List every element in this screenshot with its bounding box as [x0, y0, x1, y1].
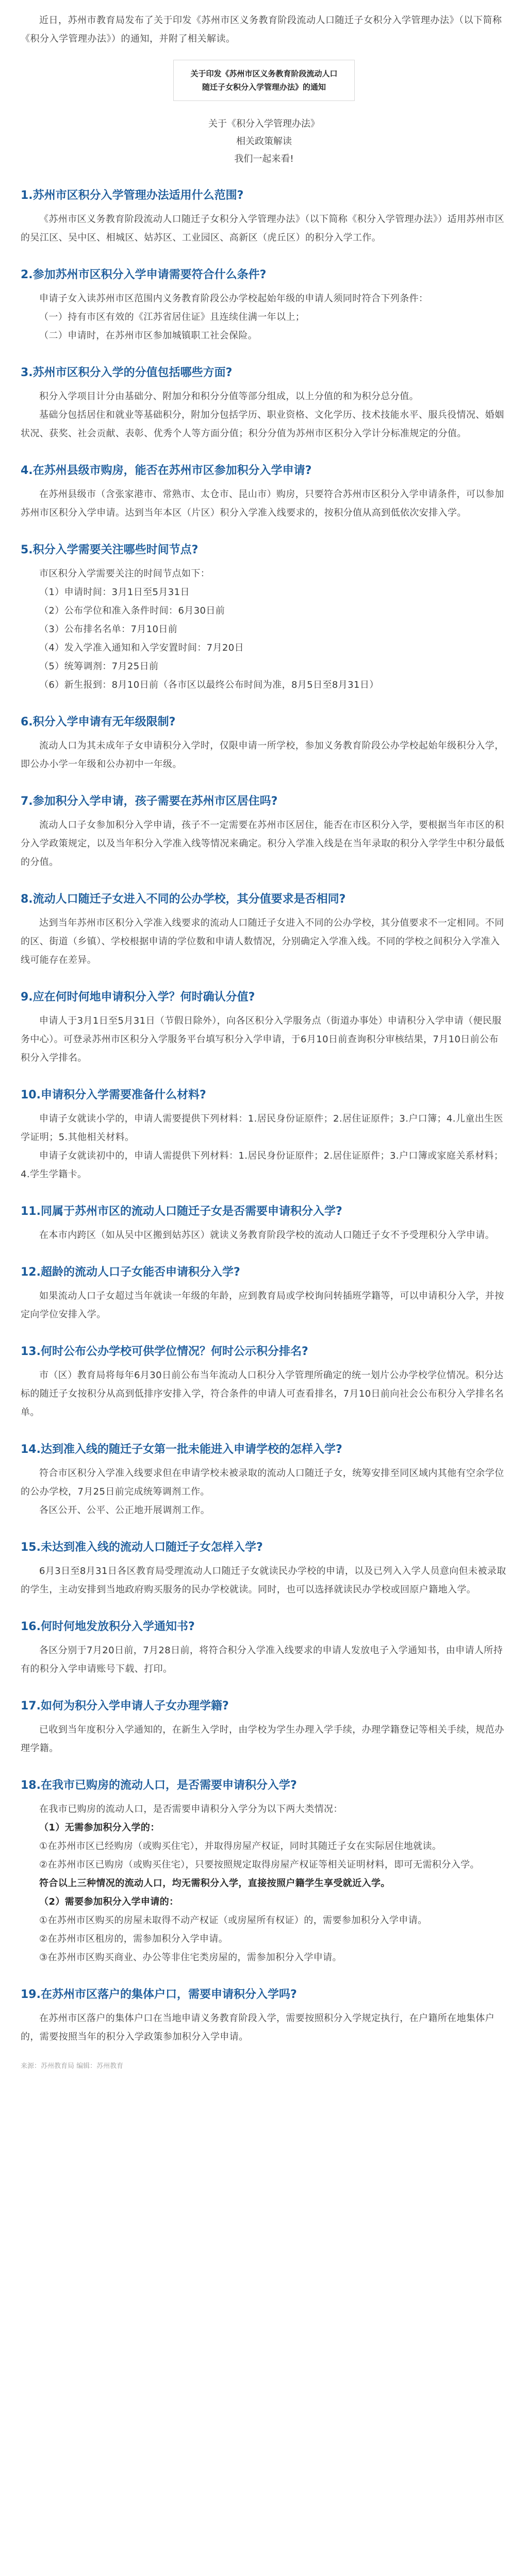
intro-paragraph: 近日，苏州市教育局发布了关于印发《苏州市区义务教育阶段流动人口随迁子女积分入学管理办法》（以下简称《积分入学管理办法》）的通知，并附了相关解读。: [21, 15, 502, 44]
qa-section: [21, 462, 507, 522]
answer-list-item: （3）公布排名名单：7月10日前: [39, 624, 178, 635]
qa-answer: [21, 1226, 507, 1245]
qa-question: 14.达到准入线的随迁子女第一批未能进入申请学校的怎样入学?: [21, 1443, 342, 1456]
answer-list-item: （1）申请时间：3月1日至5月31日: [39, 587, 190, 598]
qa-question: 11.同属于苏州市区的流动人口随迁子女是否需要申请积分入学?: [21, 1205, 342, 1218]
answer-paragraph: 在苏州市区落户的集体户口在当地申请义务教育阶段入学，需要按照积分入学规定执行，在户籍所在地集体户的，需要按照当年的积分入学政策参加积分入学申请。: [21, 2013, 495, 2042]
qa-answer: [21, 816, 507, 872]
answer-subheading: （1）无需参加积分入学的：: [39, 1822, 160, 1833]
answer-paragraph: ②在苏州市区租房的，需参加积分入学申请。: [39, 1934, 228, 1944]
qa-question: 3.苏州市区积分入学的分值包括哪些方面?: [21, 366, 233, 379]
answer-paragraph: 申请人于3月1日至5月31日（节假日除外），向各区积分入学服务点（街道办事处）申请积分入学申请（便民服务中心）。可登录苏州市区积分入学服务平台填写积分入学申请，于6月10日前查询积分审核结果，7月10日前公布积分入学排名。: [21, 1015, 502, 1063]
answer-list-item: （5）统筹调剂：7月25日前: [39, 661, 159, 672]
qa-answer: [21, 565, 507, 694]
answer-paragraph: 市（区）教育局将每年6月30日前公布当年流动人口积分入学管理所确定的统一划片公办学校学位情况。积分达标的随迁子女按积分从高到低排序安排入学，符合条件的申请人可查看排名，7月10日前向社会公布积分入学排名名单。: [21, 1370, 504, 1418]
centered-heading-group: [21, 115, 507, 168]
qa-question: 18.在我市已购房的流动人口，是否需要申请积分入学?: [21, 1779, 297, 1792]
answer-list-item: （4）发入学准入通知和入学安置时间：7月20日: [39, 642, 244, 653]
qa-answer: [21, 387, 507, 443]
answer-paragraph: 符合市区积分入学准入线要求但在申请学校未被录取的流动人口随迁子女，统筹安排至同区域内其他有空余学位的公办学校，7月25日前完成统筹调剂工作。: [21, 1468, 504, 1497]
qa-question: 15.未达到准入线的流动人口随迁子女怎样入学?: [21, 1541, 263, 1554]
qa-answer: [21, 1287, 507, 1324]
qa-section: [21, 1086, 507, 1184]
qa-list: [21, 187, 507, 2046]
answer-paragraph: 基础分包括居住和就业等基础积分，附加分包括学历、职业资格、文化学历、技术技能水平、服兵役情况、婚姻状况、获奖、社会贡献、表彰、优秀个人等方面分值；积分分值为苏州市区积分入学计分标准规定的分值。: [21, 410, 504, 439]
qa-question: 19.在苏州市区落户的集体户口，需要申请积分入学吗?: [21, 1988, 297, 2001]
answer-list-item: （二）申请时，在苏州市区参加城镇职工社会保险。: [39, 330, 258, 341]
centered-line: 关于《积分入学管理办法》: [208, 118, 320, 129]
qa-question: 13.何时公布公办学校可供学位情况？何时公示积分排名?: [21, 1345, 308, 1358]
qa-section: [21, 266, 507, 345]
answer-paragraph: 申请子女入读苏州市区范围内义务教育阶段公办学校起始年级的申请人须同时符合下列条件：: [39, 293, 428, 304]
answer-paragraph: 在苏州县级市（含张家港市、常熟市、太仓市、昆山市）购房，只要符合苏州市区积分入学申请条件，可以参加苏州市区积分入学申请。达到当年本区（片区）积分入学准入线要求的，按积分值从高到低依次安排入学。: [21, 489, 504, 518]
qa-answer: [21, 210, 507, 247]
qa-question: 9.应在何时何地申请积分入学？何时确认分值?: [21, 991, 255, 1004]
qa-section: [21, 1697, 507, 1758]
qa-answer: [21, 2009, 507, 2046]
answer-paragraph: 各区公开、公平、公正地开展调剂工作。: [39, 1505, 210, 1516]
answer-paragraph: 已收到当年度积分入学通知的，在新生入学时，由学校为学生办理入学手续，办理学籍登记等相关手续，规范办理学籍。: [21, 1724, 504, 1754]
qa-question: 6.积分入学申请有无年级限制?: [21, 716, 176, 728]
qa-section: [21, 1776, 507, 1967]
qa-answer: [21, 1464, 507, 1520]
answer-paragraph: 流动人口为其未成年子女申请积分入学时，仅限申请一所学校，参加义务教育阶段公办学校起始年级积分入学，即公办小学一年级和公办初中一年级。: [21, 740, 504, 770]
answer-paragraph: 流动人口子女参加积分入学申请，孩子不一定需要在苏州市区居住，能否在市区积分入学，要根据当年市区的积分入学政策规定，以及当年积分入学准入线等情况来确定。积分入学准入线是在当年录取的积分入学学生中积分最低的分值。: [21, 820, 505, 868]
answer-emphasis: 符合以上三种情况的流动人口，均无需积分入学，直接按照户籍学生享受就近入学。: [39, 1878, 390, 1889]
qa-section: [21, 541, 507, 694]
qa-question: 17.如何为积分入学申请人子女办理学籍?: [21, 1700, 229, 1713]
answer-paragraph: 申请子女就读初中的，申请人需提供下列材料：1.居民身份证原件；2.居住证原件；3.户口簿或家庭关系材料；4.学生学籍卡。: [21, 1150, 504, 1180]
qa-section: [21, 792, 507, 872]
article-content: [21, 0, 507, 2072]
answer-paragraph: 达到当年苏州市区积分入学准入线要求的流动人口随迁子女进入不同的公办学校，其分值要求不一定相同。不同的区、街道（乡镇）、学校根据申请的学位数和申请人数情况，分别确定入学准入线。不同的学校之间积分入学准入线可能存在差异。: [21, 918, 504, 965]
qa-answer: [21, 737, 507, 774]
answer-paragraph: ①在苏州市区购买的房屋未取得不动产权证（或房屋所有权证）的，需要参加积分入学申请。: [39, 1915, 427, 1926]
qa-answer: [21, 914, 507, 970]
qa-answer: [21, 485, 507, 522]
qa-answer: [21, 1366, 507, 1422]
qa-section: [21, 187, 507, 247]
answer-list-item: （2）公布学位和准入条件时间：6月30日前: [39, 605, 225, 616]
answer-paragraph: 积分入学项目计分由基础分、附加分和积分分值等部分组成，以上分值的和为积分总分值。: [39, 391, 419, 402]
answer-subheading: （2）需要参加积分入学申请的：: [39, 1896, 179, 1907]
answer-paragraph: 申请子女就读小学的，申请人需要提供下列材料：1.居民身份证原件；2.居住证原件；3.户口簿；4.儿童出生医学证明；5.其他相关材料。: [21, 1113, 503, 1143]
qa-answer: [21, 1562, 507, 1599]
qa-section: [21, 1618, 507, 1679]
qa-section: [21, 1986, 507, 2046]
qa-answer: [21, 1721, 507, 1758]
answer-paragraph: 在我市已购房的流动人口，是否需要申请积分入学分为以下两大类情况：: [39, 1804, 343, 1815]
qa-section: [21, 364, 507, 443]
answer-paragraph: 市区积分入学需要关注的时间节点如下：: [39, 568, 210, 579]
document-title-line-1: 关于印发《苏州市区义务教育阶段流动人口: [190, 69, 338, 78]
answer-paragraph: 在本市内跨区（如从吴中区搬到姑苏区）就读义务教育阶段学校的流动人口随迁子女不予受理积分入学申请。: [39, 1230, 495, 1241]
answer-paragraph: ②在苏州市区已购房（或购买住宅），只要按照规定取得房屋产权证等相关证明材料，即可无需积分入学。: [39, 1859, 480, 1870]
qa-section: [21, 988, 507, 1067]
answer-list-item: （一）持有市区有效的《江苏省居住证》且连续住满一年以上；: [39, 312, 305, 323]
answer-paragraph: ③在苏州市区购买商业、办公等非住宅类房屋的，需参加积分入学申请。: [39, 1952, 342, 1963]
qa-answer: [21, 1800, 507, 1967]
qa-question: 10.申请积分入学需要准备什么材料?: [21, 1089, 206, 1101]
centered-line: 我们一起来看!: [234, 154, 294, 164]
qa-question: 1.苏州市区积分入学管理办法适用什么范围?: [21, 189, 244, 202]
qa-section: [21, 1202, 507, 1245]
qa-question: 7.参加积分入学申请，孩子需要在苏州市区居住吗?: [21, 795, 278, 808]
qa-section: [21, 1440, 507, 1520]
source-note: 来源：苏州教育局 编辑：苏州教育: [21, 2062, 124, 2070]
qa-section: [21, 713, 507, 774]
qa-section: [21, 1538, 507, 1599]
answer-paragraph: 如果流动人口子女超过当年就读一年级的年龄，应到教育局或学校询问转插班学籍等，可以申请积分入学，并按定向学位安排入学。: [21, 1291, 504, 1320]
answer-paragraph: ①在苏州市区已经购房（或购买住宅），并取得房屋产权证，同时其随迁子女在实际居住地就读。: [39, 1841, 442, 1852]
qa-question: 16.何时何地发放积分入学通知书?: [21, 1620, 195, 1633]
answer-list-item: （6）新生报到：8月10日前（各市区以最终公布时间为准，8月5日至8月31日）: [39, 680, 379, 690]
qa-answer: [21, 290, 507, 345]
qa-answer: [21, 1110, 507, 1184]
qa-question: 4.在苏州县级市购房，能否在苏州市区参加积分入学申请?: [21, 464, 312, 477]
answer-paragraph: 《苏州市区义务教育阶段流动人口随迁子女积分入学管理办法》（以下简称《积分入学管理办法》）适用苏州市区的吴江区、吴中区、相城区、姑苏区、工业园区、高新区（虎丘区）的积分入学工作。: [21, 214, 504, 243]
centered-line: 相关政策解读: [236, 136, 292, 147]
answer-paragraph: 各区分别于7月20日前，7月28日前，将符合积分入学准入线要求的申请人发放电子入学通知书，由申请人所持有的积分入学申请账号下载、打印。: [21, 1645, 503, 1674]
qa-answer: [21, 1641, 507, 1679]
qa-section: [21, 890, 507, 970]
qa-answer: [21, 1012, 507, 1067]
qa-question: 8.流动人口随迁子女进入不同的公办学校，其分值要求是否相同?: [21, 893, 346, 906]
qa-question: 12.超龄的流动人口子女能否申请积分入学?: [21, 1266, 240, 1279]
qa-question: 5.积分入学需要关注哪些时间节点?: [21, 544, 199, 556]
qa-section: [21, 1343, 507, 1422]
document-title-line-2: 随迁子女积分入学管理办法》的通知: [202, 82, 326, 92]
qa-question: 2.参加苏州市区积分入学申请需要符合什么条件?: [21, 268, 267, 281]
qa-section: [21, 1263, 507, 1324]
answer-paragraph: 6月3日至8月31日各区教育局受理流动人口随迁子女就读民办学校的申请，以及已列入入学人员意向但未被录取的学生，主动安排到当地政府购买服务的民办学校就读。同时，也可以选择就读民办学校或回原户籍地入学。: [21, 1566, 506, 1595]
document-title-image: [173, 60, 355, 101]
